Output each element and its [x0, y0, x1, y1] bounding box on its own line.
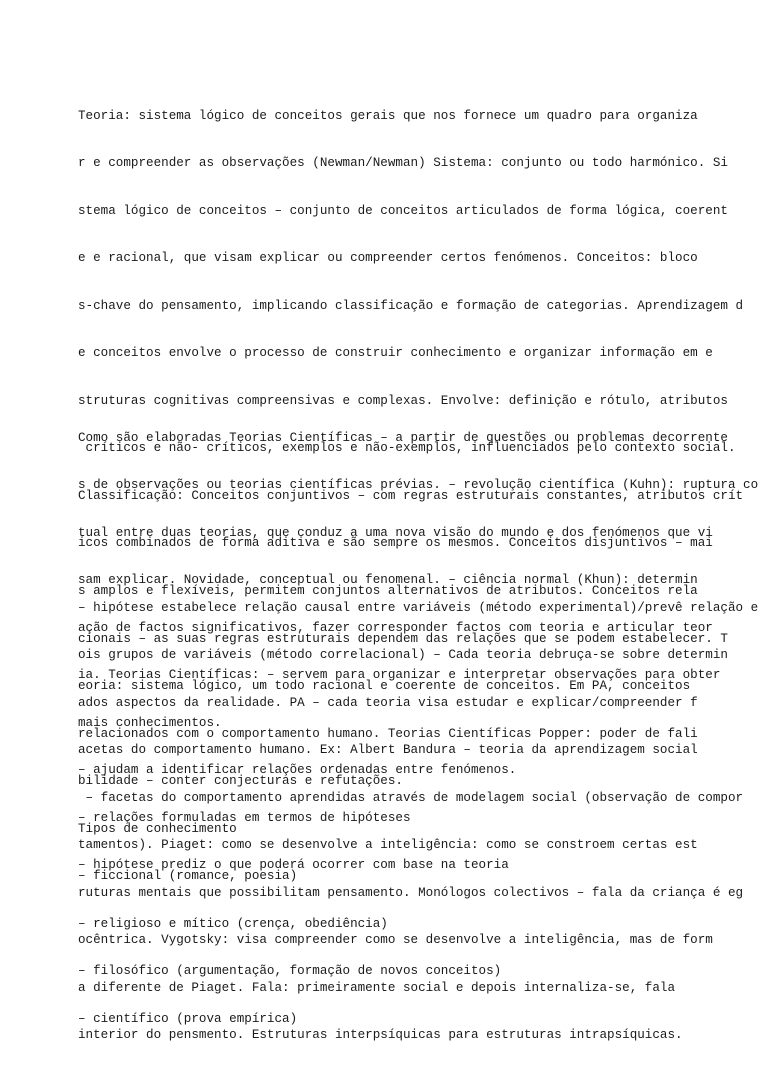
- list-item: – relações formuladas em termos de hipóteses: [78, 810, 411, 825]
- text-line: ados aspectos da realidade. PA – cada teoria visa estudar e explicar/compreender f: [78, 695, 698, 710]
- text-line: interior do pensmento. Estruturas interpsíquicas para estruturas intrapsíquicas.: [78, 1028, 683, 1043]
- text-line: e conceitos envolve o processo de construir conhecimento e organizar informação em e: [78, 346, 713, 361]
- text-line: acetas do comportamento humano. Ex: Albert Bandura – teoria da aprendizagem social: [78, 743, 698, 758]
- text-line: s amplos e flexíveis, permitem conjuntos alternativos de atributos. Conceitos rela: [78, 584, 698, 598]
- list-item: – científico (prova empírica): [78, 1011, 298, 1026]
- list-item: – ficcional (romance, poesia): [78, 869, 298, 884]
- text-line: e e racional, que visam explicar ou compreender certos fenómenos. Conceitos: bloco: [78, 251, 698, 266]
- list-item: – filosófico (argumentação, formação de novos conceitos): [78, 964, 502, 979]
- text-line: stema lógico de conceitos – conjunto de conceitos articulados de forma lógica, coerent: [78, 203, 728, 218]
- text-line: tual entre duas teorias, que conduz a uma nova visão do mundo e dos fenómenos que vi: [78, 525, 713, 540]
- list-item: – religioso e mítico (crença, obediência): [78, 916, 388, 931]
- text-line: bilidade – conter conjecturas e refutações.: [78, 774, 403, 789]
- text-line: sam explicar. Novidade, conceptual ou fenomenal. – ciência normal (Khun): determin: [78, 573, 698, 588]
- text-line: Teoria: sistema lógico de conceitos gerais que nos fornece um quadro para organiza: [78, 108, 698, 123]
- text-line: tamentos). Piaget: como se desenvolve a inteligência: como se constroem certas est: [78, 838, 698, 853]
- text-line: relacionados com o comportamento humano. Teorias Científicas Popper: poder de fali: [78, 726, 698, 741]
- text-line: mais conhecimentos.: [78, 715, 222, 730]
- text-line: r e compreender as observações (Newman/Newman) Sistema: conjunto ou todo harmónico. Si: [78, 156, 728, 171]
- text-line: eoria: sistema lógico, um todo racional e coerente de conceitos. Em PA, conceitos: [78, 679, 691, 694]
- text-line: ocêntrica. Vygotsky: visa compreender como se desenvolve a inteligência, mas de form: [78, 933, 713, 948]
- text-line: ruturas mentais que possibilitam pensamento. Monólogos colectivos – fala da criança é eg: [78, 885, 744, 900]
- text-line: cionais – as suas regras estruturais dependem das relações que se podem estabelecer. T: [78, 631, 728, 646]
- text-line: s-chave do pensamento, implicando classificação e formação de categorias. Aprendizagem d: [78, 298, 744, 313]
- list-item: – hipótese prediz o que poderá ocorrer com base na teoria: [78, 858, 509, 873]
- text-line: Classificação: Conceitos conjuntivos – com regras estruturais constantes, atributos crít: [78, 488, 744, 503]
- text-line: – facetas do comportamento aprendidas através de modelagem social (observação de compor: [78, 790, 744, 805]
- section-heading-tipos-de-conhecimento: Tipos de conhecimento: [78, 821, 237, 836]
- text-line: icos combinados de forma aditiva e são sempre os mesmos. Conceitos disjuntivos – mai: [78, 536, 713, 551]
- text-line: críticos e não- críticos, exemplos e não-exemplos, influenciados pelo contexto social.: [78, 441, 736, 456]
- text-line: struturas cognitivas compreensivas e complexas. Envolve: definição e rótulo, atributos: [78, 393, 728, 408]
- text-line: s de observações ou teorias científicas prévias. – revolução científica (Kuhn): ruptura co: [78, 478, 759, 493]
- text-line: – hipótese estabelece relação causal entre variáveis (método experimental)/prevê relação e: [78, 600, 759, 615]
- text-line: ia. Teorias Científicas: – servem para organizar e interpretar observações para obter: [78, 668, 721, 683]
- paragraph-hipotese: [78, 569, 758, 1076]
- text-line: ois grupos de variáveis (método correlacional) – Cada teoria debruça-se sobre determin: [78, 648, 728, 663]
- list-item: – ajudam a identificar relações ordenadas entre fenómenos.: [78, 763, 517, 778]
- text-line: a diferente de Piaget. Fala: primeiramente social e depois internaliza-se, fala: [78, 980, 676, 995]
- text-line: Como são elaboradas Teorias Científicas – a partir de questões ou problemas decorrente: [78, 430, 728, 445]
- text-line: ação de factos significativos, fazer corresponder factos com teoria e articular teor: [78, 620, 713, 635]
